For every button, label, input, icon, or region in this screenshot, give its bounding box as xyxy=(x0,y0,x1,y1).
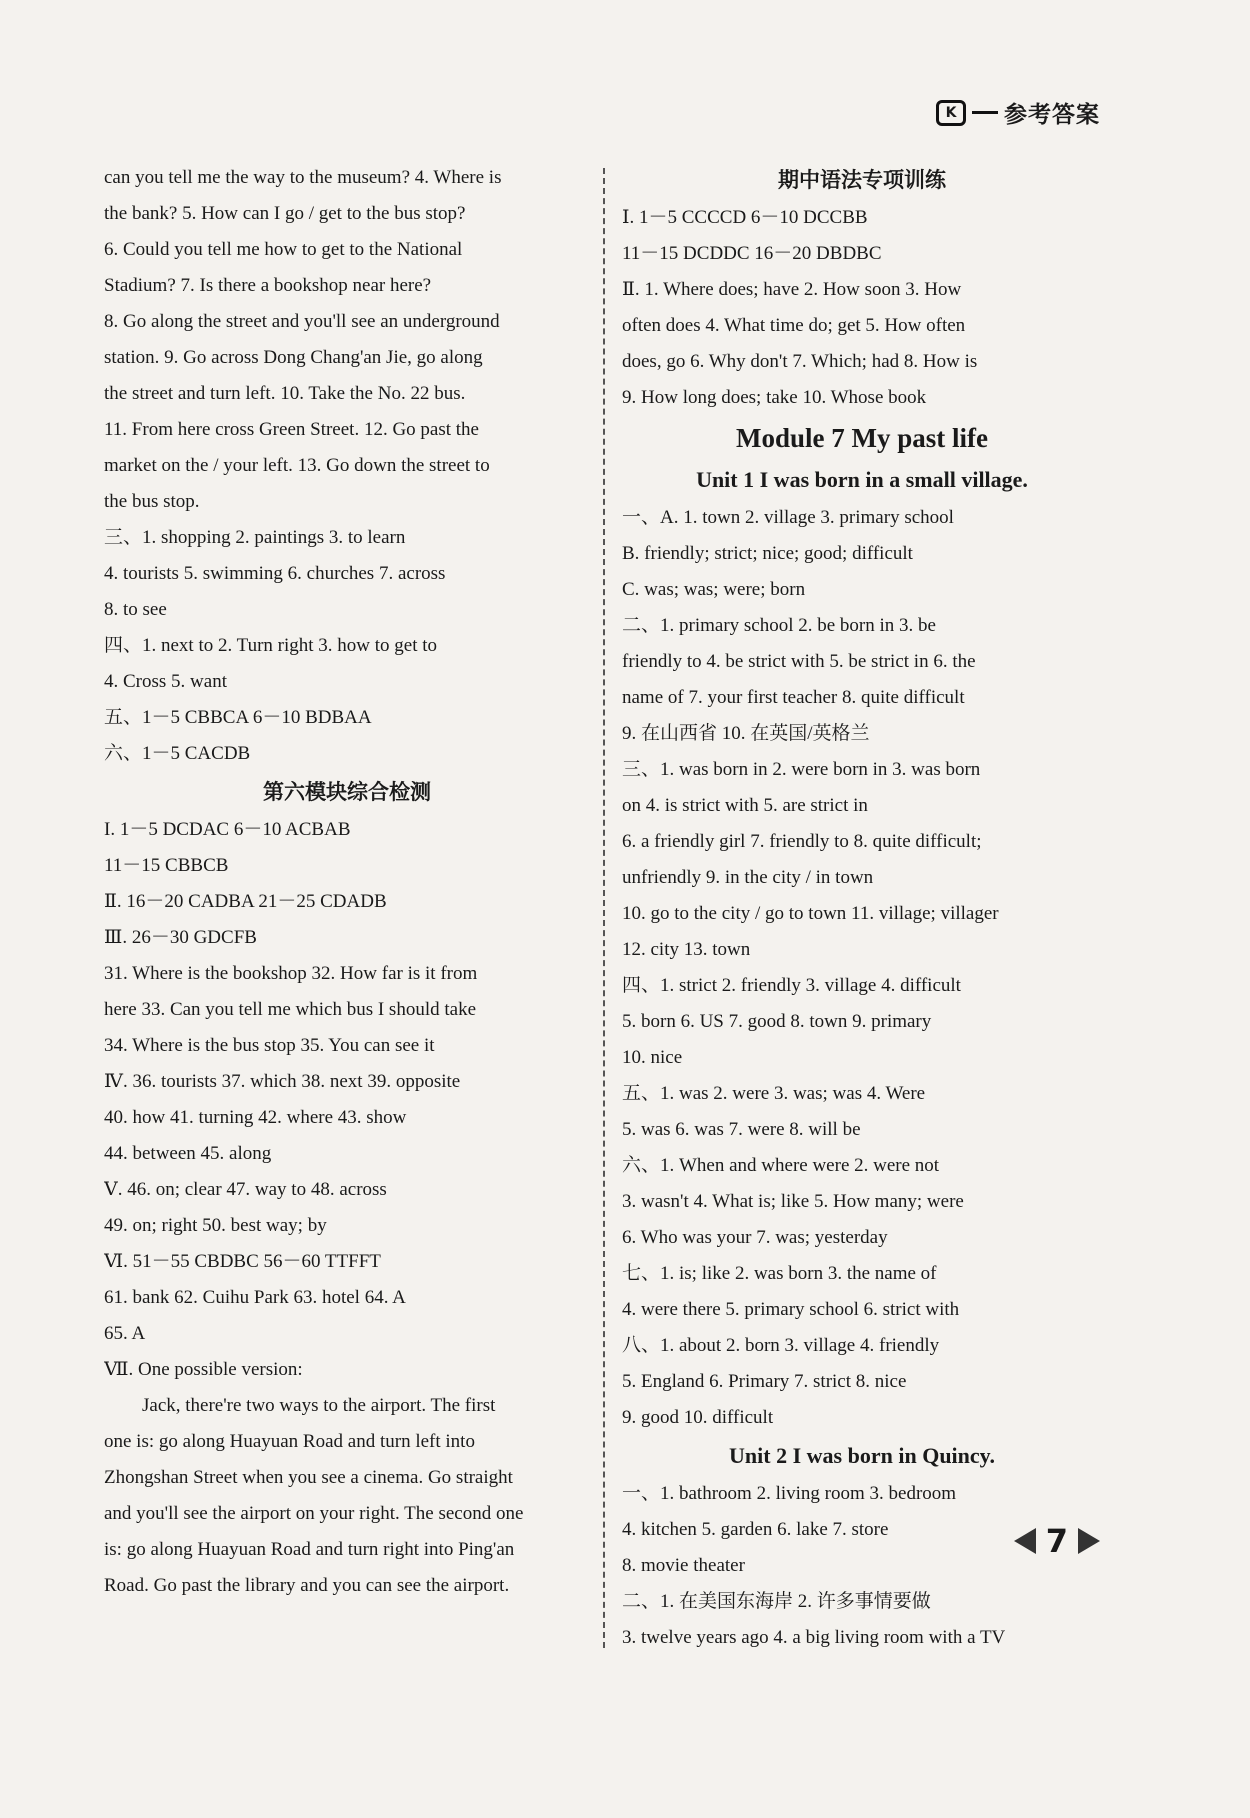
answer-line: Ⅶ. One possible version: xyxy=(104,1359,303,1380)
answer-line: Ⅰ. 1－5 CCCCD 6－10 DCCBB xyxy=(622,207,868,228)
answer-line: I. 1－5 DCDAC 6－10 ACBAB xyxy=(104,819,351,840)
answer-line: here 33. Can you tell me which bus I should take xyxy=(104,999,477,1020)
answer-line: 6. Could you tell me how to get to the National xyxy=(104,239,463,260)
section-heading-midterm-grammar: 期中语法专项训练 xyxy=(778,168,946,192)
answer-line: 5. England 6. Primary 7. strict 8. nice xyxy=(622,1371,907,1392)
answer-line: friendly to 4. be strict with 5. be strict in 6. the xyxy=(622,651,976,672)
answer-line: 49. on; right 50. best way; by xyxy=(104,1215,327,1236)
answer-line: 8. Go along the street and you'll see an underground xyxy=(104,311,500,332)
answer-line: 10. go to the city / go to town 11. village; villager xyxy=(622,903,999,924)
answer-line: is: go along Huayuan Road and turn right into Ping'an xyxy=(104,1539,515,1560)
answer-line: Ⅵ. 51－55 CBDBC 56－60 TTFFT xyxy=(104,1251,381,1272)
page-number: 7 xyxy=(1045,1522,1068,1560)
answer-line: 一、A. 1. town 2. village 3. primary school xyxy=(622,507,954,528)
answer-line: 七、1. is; like 2. was born 3. the name of xyxy=(622,1263,937,1284)
answer-line: market on the / your left. 13. Go down the street to xyxy=(104,455,490,476)
answer-line: 4. tourists 5. swimming 6. churches 7. across xyxy=(104,563,446,584)
answer-line: Ⅴ. 46. on; clear 47. way to 48. across xyxy=(104,1179,387,1200)
answer-line: 9. good 10. difficult xyxy=(622,1407,774,1428)
answer-line: 10. nice xyxy=(622,1047,683,1068)
answer-line: often does 4. What time do; get 5. How often xyxy=(622,315,966,336)
answer-line: 八、1. about 2. born 3. village 4. friendly xyxy=(622,1335,940,1356)
answer-line: Ⅱ. 16－20 CADBA 21－25 CDADB xyxy=(104,891,387,912)
answer-line: 11－15 DCDDC 16－20 DBDBC xyxy=(622,243,882,264)
kc-logo-icon: K xyxy=(936,100,966,126)
section-heading-module6-test: 第六模块综合检测 xyxy=(263,780,431,804)
answer-line: 6. a friendly girl 7. friendly to 8. quite difficult; xyxy=(622,831,982,852)
answer-line: 12. city 13. town xyxy=(622,939,751,960)
answer-line: 六、1－5 CACDB xyxy=(104,743,251,764)
answer-line: and you'll see the airport on your right. The second one xyxy=(104,1503,524,1524)
answer-line: 3. twelve years ago 4. a big living room with a TV xyxy=(622,1627,1006,1648)
page-number-nav xyxy=(1014,1522,1100,1560)
answer-line: does, go 6. Why don't 7. Which; had 8. How is xyxy=(622,351,978,372)
answer-line: 9. 在山西省 10. 在英国/英格兰 xyxy=(622,723,870,744)
left-column xyxy=(104,160,590,1604)
column-divider xyxy=(603,168,605,1648)
page-header xyxy=(936,96,1100,129)
module-title: Module 7 My past life xyxy=(736,423,988,453)
unit2-title: Unit 2 I was born in Quincy. xyxy=(729,1443,995,1468)
answer-line: one is: go along Huayuan Road and turn left into xyxy=(104,1431,475,1452)
answer-line: 11. From here cross Green Street. 12. Go past the xyxy=(104,419,479,440)
answer-line: 3. wasn't 4. What is; like 5. How many; were xyxy=(622,1191,964,1212)
answer-line: 34. Where is the bus stop 35. You can see it xyxy=(104,1035,435,1056)
answer-line: 8. to see xyxy=(104,599,167,620)
answer-line: on 4. is strict with 5. are strict in xyxy=(622,795,868,816)
answer-line: the bus stop. xyxy=(104,491,200,512)
answer-line: 4. were there 5. primary school 6. strict with xyxy=(622,1299,960,1320)
answer-line: 31. Where is the bookshop 32. How far is it from xyxy=(104,963,478,984)
answer-line: the street and turn left. 10. Take the No. 22 bus. xyxy=(104,383,466,404)
right-column xyxy=(622,160,1102,1656)
answer-line: Road. Go past the library and you can see the airport. xyxy=(104,1575,510,1596)
answer-line: Ⅱ. 1. Where does; have 2. How soon 3. How xyxy=(622,279,962,300)
header-rule xyxy=(972,111,998,114)
answer-line: 11－15 CBBCB xyxy=(104,855,229,876)
answer-line: name of 7. your first teacher 8. quite difficult xyxy=(622,687,965,708)
unit1-title: Unit 1 I was born in a small village. xyxy=(696,467,1028,492)
answer-line: 4. Cross 5. want xyxy=(104,671,227,692)
answer-line: 三、1. was born in 2. were born in 3. was born xyxy=(622,759,981,780)
answer-line: 二、1. primary school 2. be born in 3. be xyxy=(622,615,936,636)
answer-line: Ⅳ. 36. tourists 37. which 38. next 39. opposite xyxy=(104,1071,461,1092)
answer-line: 9. How long does; take 10. Whose book xyxy=(622,387,927,408)
answer-line: 5. was 6. was 7. were 8. will be xyxy=(622,1119,861,1140)
answer-line: 5. born 6. US 7. good 8. town 9. primary xyxy=(622,1011,932,1032)
answer-line: 二、1. 在美国东海岸 2. 许多事情要做 xyxy=(622,1591,931,1612)
answer-line: 六、1. When and where were 2. were not xyxy=(622,1155,940,1176)
answer-line: B. friendly; strict; nice; good; difficult xyxy=(622,543,913,564)
triangle-left-icon xyxy=(1014,1528,1036,1554)
answer-line: 四、1. strict 2. friendly 3. village 4. difficult xyxy=(622,975,961,996)
answer-line: Ⅲ. 26－30 GDCFB xyxy=(104,927,257,948)
answer-line: 五、1. was 2. were 3. was; was 4. Were xyxy=(622,1083,926,1104)
answer-line: unfriendly 9. in the city / in town xyxy=(622,867,874,888)
answer-line: 五、1－5 CBBCA 6－10 BDBAA xyxy=(104,707,372,728)
answer-line: Stadium? 7. Is there a bookshop near here? xyxy=(104,275,432,296)
answer-line: Zhongshan Street when you see a cinema. Go straight xyxy=(104,1467,513,1488)
answer-line: 6. Who was your 7. was; yesterday xyxy=(622,1227,888,1248)
answer-line: 8. movie theater xyxy=(622,1555,745,1576)
answer-line: 65. A xyxy=(104,1323,146,1344)
header-title: 参考答案 xyxy=(1004,102,1100,128)
answer-line: 44. between 45. along xyxy=(104,1143,272,1164)
answer-line: station. 9. Go across Dong Chang'an Jie, go along xyxy=(104,347,483,368)
answer-line: 61. bank 62. Cuihu Park 63. hotel 64. A xyxy=(104,1287,406,1308)
triangle-right-icon xyxy=(1078,1528,1100,1554)
answer-line: 40. how 41. turning 42. where 43. show xyxy=(104,1107,407,1128)
answer-line: 三、1. shopping 2. paintings 3. to learn xyxy=(104,527,406,548)
answer-line: C. was; was; were; born xyxy=(622,579,806,600)
answer-line: can you tell me the way to the museum? 4. Where is xyxy=(104,167,502,188)
answer-line: 一、1. bathroom 2. living room 3. bedroom xyxy=(622,1483,957,1504)
answer-line: 四、1. next to 2. Turn right 3. how to get to xyxy=(104,635,438,656)
answer-line: Jack, there're two ways to the airport. The first xyxy=(142,1395,496,1416)
answer-line: 4. kitchen 5. garden 6. lake 7. store xyxy=(622,1519,889,1540)
answer-line: the bank? 5. How can I go / get to the bus stop? xyxy=(104,203,466,224)
